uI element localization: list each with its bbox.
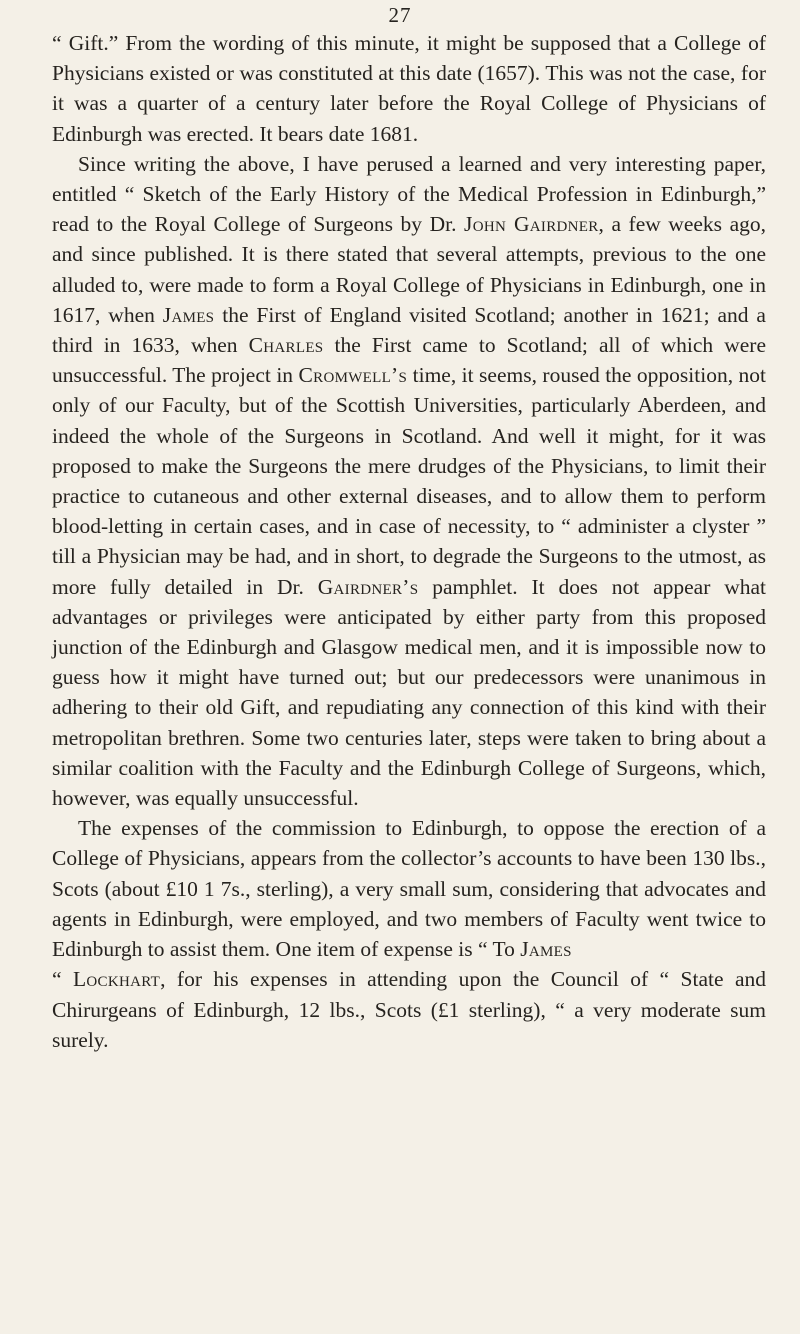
body-text — [52, 28, 766, 1055]
person-name: James — [520, 937, 572, 962]
paragraph-1 — [52, 28, 766, 149]
text-span: “ Gift.” From the wording of this minute, it might be supposed that a College of Physicians existed or was constituted at this date (1657). This was not the case, for it was a quarter of a century later before the Royal College of Physicians of Edinburgh was erected. It bears date 1681. — [52, 31, 766, 146]
text-span: , for his expenses in attending upon the Council of “ State and Chirurgeans of Edinburgh, 12 lbs., Scots (£1 sterling), “ a very moderate sum surely. — [52, 967, 766, 1052]
text-span: The expenses of the commission to Edinburgh, to oppose the erection of a College of Physicians, appears from the collector’s accounts to have been 130 lbs., Scots (about £10 1 7s., sterling), a very small sum, considering that advocates and agents in Edinburgh, were employed, and two members of Faculty went twice to Edinburgh to assist them. One item of expense is “ To — [52, 816, 766, 962]
page-number: 27 — [388, 3, 412, 27]
paragraph-2 — [52, 149, 766, 813]
text-span: Since writing the above, I have perused a learned and very interesting paper, entitled “ Sketch of the Early History of the Medical Profession in Edinburgh,” read to the Royal College of Surgeons by Dr. — [52, 151, 766, 237]
text-span: , a few weeks ago, and since published. It is there stated that several attempts, previous to the one alluded to, were made to form a Royal College of Physicians in Edinburgh, one in 1617, when — [52, 212, 766, 327]
person-name: Cromwell’s — [298, 363, 408, 388]
text-span: pamphlet. It does not appear what advantages or privileges were anticipated by either party from this proposed junction of the Edinburgh and Glasgow medical men, and it is impossible now to guess how it might have turned out; but our predecessors were unanimous in adhering to their old Gift, and repudiating any connection of this kind with their metropolitan brethren. Some two centuries later, steps were taken to bring about a similar coalition with the Faculty and the Edinburgh College of Surgeons, which, however, was equally unsuccessful. — [52, 574, 766, 811]
text-span: the First of England visited Scotland; another in 1621; and a third in 1633, when — [52, 302, 766, 358]
author-name: Gairdner’s — [317, 574, 419, 599]
paragraph-3 — [52, 813, 766, 1055]
person-name: James — [162, 302, 215, 327]
author-name: John Gairdner — [464, 212, 599, 237]
person-name: Charles — [248, 333, 324, 358]
text-span: “ — [52, 967, 73, 992]
text-span: time, it seems, roused the opposition, not only of our Faculty, but of the Scottish Universities, particularly Aberdeen, and indeed the whole of the Surgeons in Scotland. And well it might, for it was proposed to make the Surgeons the mere drudges of the Physicians, to limit their practice to cutaneous and other external diseases, and to allow them to perform blood-letting in certain cases, and in case of necessity, to “ administer a clyster ” till a Physician may be had, and in short, to degrade the Surgeons to the utmost, as more fully detailed in Dr. — [52, 363, 766, 599]
text-span: the First came to Scotland; all of which were unsuccessful. The project in — [52, 333, 766, 388]
person-name: Lockhart — [72, 967, 161, 992]
